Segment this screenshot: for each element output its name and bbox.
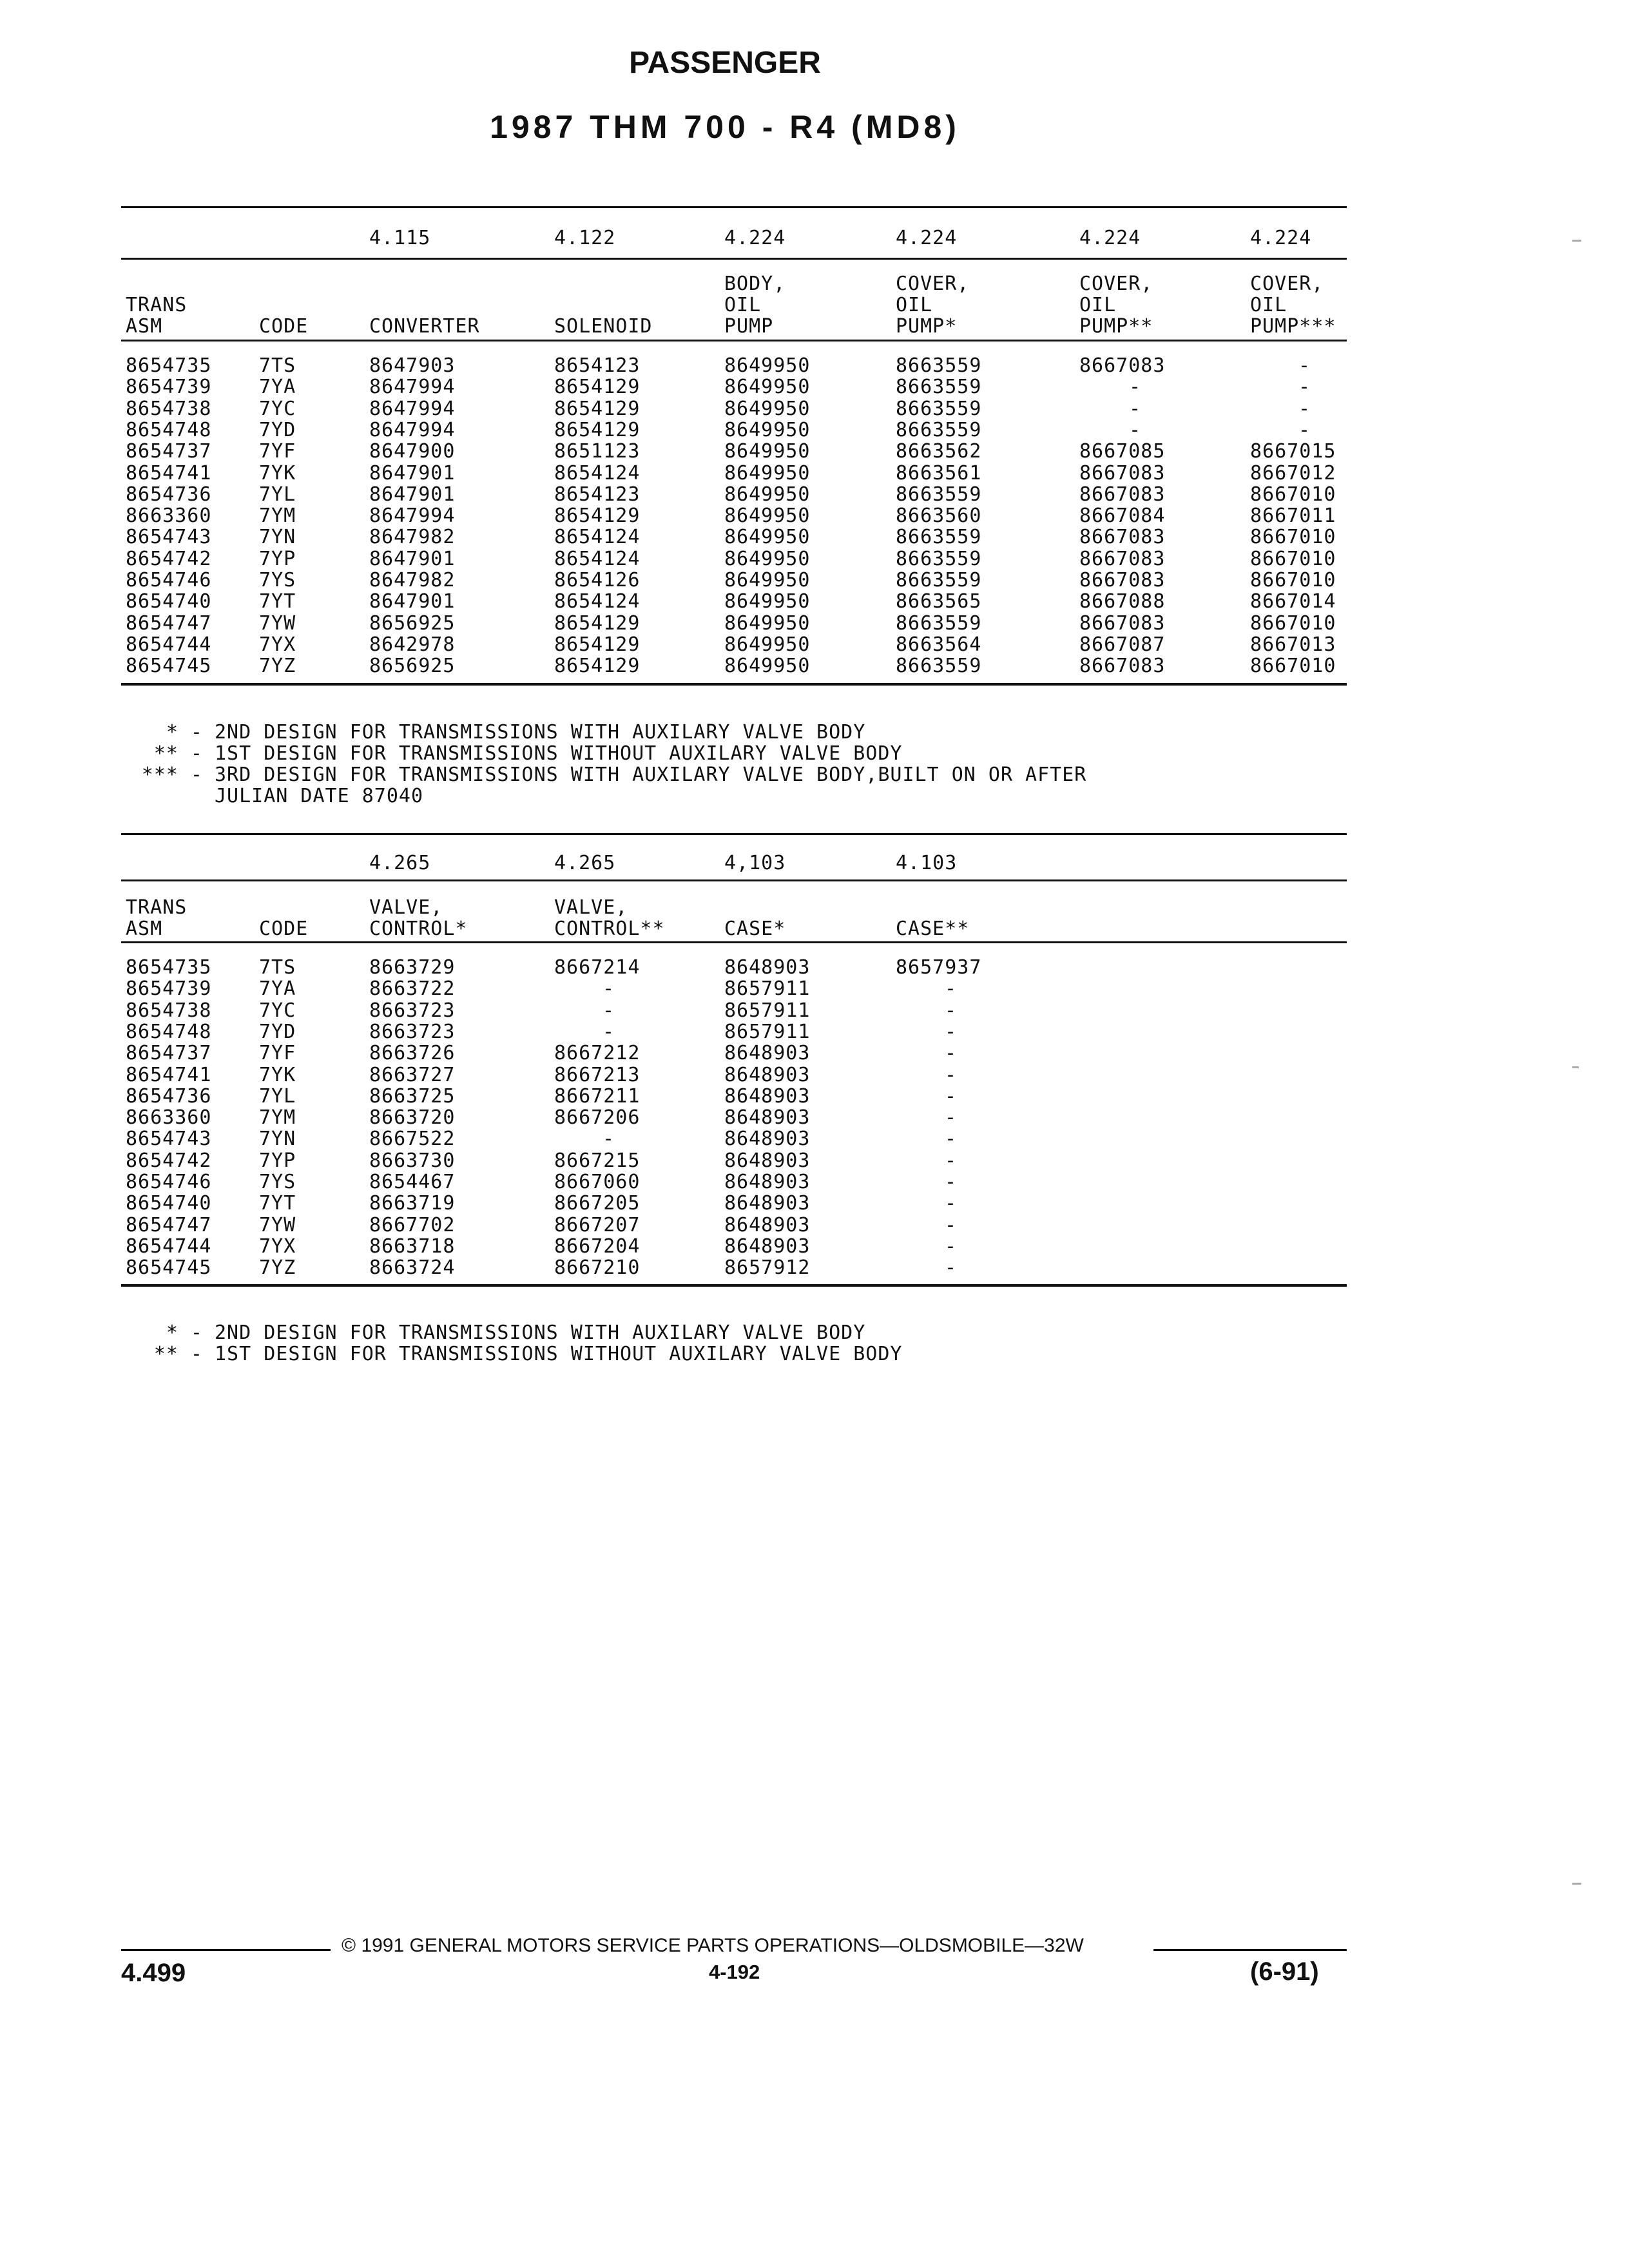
table-cell: 8663560 [896,505,982,528]
column-header-line: BODY, [724,273,786,295]
table-cell: 8667083 [1079,354,1166,377]
table-cell: 8663559 [896,611,982,635]
table-cell: 8648903 [724,1084,811,1108]
column-header-line: COVER, [1079,273,1153,295]
table-cell: 7YC [259,999,296,1022]
footnote-text: JULIAN DATE 87040 [215,785,424,807]
table-cell: 8663727 [369,1063,456,1086]
table-cell: 8657911 [724,977,811,1001]
table-cell: 7YS [259,569,296,591]
table-cell: 8647982 [369,569,456,591]
table-cell: - [602,977,615,1001]
table-cell: 8667207 [554,1213,641,1236]
table-cell: 8654124 [554,590,641,613]
table-cell: 8647994 [369,397,456,420]
table-cell: 8654742 [126,547,212,570]
section-reference: 4.122 [554,227,616,249]
table-cell: 8663360 [126,505,212,528]
table-cell: 8663730 [369,1149,456,1172]
table-cell: 8654743 [126,1128,212,1151]
table-cell: 8667206 [554,1106,641,1129]
column-header [554,316,653,337]
footer-date-code: (6-91) [1250,1957,1319,1986]
table-cell: 8647900 [369,440,456,463]
table-cell: 8654739 [126,977,212,1001]
table-cell: 8654742 [126,1149,212,1172]
table-cell: 7YP [259,1149,296,1172]
column-header-line: SOLENOID [554,315,653,338]
table-cell: 8663564 [896,633,982,656]
column-header [369,316,480,337]
table-cell: - [1298,397,1311,420]
table-cell: 8667522 [369,1128,456,1151]
table-cell: 8667010 [1250,483,1336,506]
table-cell: 8649950 [724,633,811,656]
table-cell: 8647903 [369,354,456,377]
table-cell: 8663559 [896,376,982,399]
section-reference: 4.224 [1079,227,1141,249]
table-cell: 8663722 [369,977,456,1001]
table-cell: 8654746 [126,569,212,591]
column-header-line: VALVE, [554,896,628,919]
table-cell: 8663559 [896,526,982,549]
table-cell: 8654736 [126,1084,212,1108]
table-cell: 8654129 [554,633,641,656]
table-cell: - [945,1235,958,1258]
section-reference: 4.224 [896,227,958,249]
table-cell: 8654124 [554,526,641,549]
table-cell: 7YZ [259,1256,296,1280]
table-header-rule [121,340,1347,341]
table-cell: - [945,1192,958,1215]
scan-speck [1572,240,1581,242]
table-cell: 8654743 [126,526,212,549]
footnote-marker: * - [166,1321,203,1344]
table-cell: 7YD [259,1020,296,1043]
table-cell: 8654126 [554,569,641,591]
table-cell: 8649950 [724,505,811,528]
table-cell: 7YA [259,977,296,1001]
column-header-line: CONTROL** [554,918,665,940]
table-cell: 8654124 [554,547,641,570]
footnote-marker: ** - [153,1343,203,1365]
table-cell: 7YN [259,1128,296,1151]
table-cell: 7YW [259,1213,296,1236]
table-cell: 7TS [259,354,296,377]
footnote-text: 2ND DESIGN FOR TRANSMISSIONS WITH AUXILARY VALVE BODY [215,1321,866,1344]
section-reference: 4.103 [896,852,958,874]
table-cell: 8663360 [126,1106,212,1129]
table-cell: - [945,1106,958,1129]
footnote-marker: *** - [141,764,203,786]
table-cell: 8667010 [1250,569,1336,591]
column-header [259,316,308,337]
table-cell: 8654741 [126,1063,212,1086]
section-reference: 4.224 [724,227,786,249]
table-cell: 8663723 [369,999,456,1022]
table-cell: 8667212 [554,1042,641,1065]
table-cell: 8654467 [369,1171,456,1193]
table-cell: 7YW [259,611,296,635]
table-cell: 7YT [259,590,296,613]
footer-page-number: 4-192 [709,1961,760,1983]
table-cell: 8667010 [1250,655,1336,678]
table-cell: - [1129,418,1142,441]
table-cell: 8663726 [369,1042,456,1065]
table-cell: 8654129 [554,611,641,635]
table-cell: 7YK [259,1063,296,1086]
table-bottom-rule [121,683,1347,686]
table-cell: 8667085 [1079,440,1166,463]
column-header-line: PUMP** [1079,315,1153,338]
column-header-line: PUMP* [896,315,958,338]
table-cell: 8663559 [896,569,982,591]
table-cell: 8648903 [724,1149,811,1172]
table-cell: 8649950 [724,418,811,441]
table-cell: 8649950 [724,376,811,399]
scan-speck [1572,1883,1581,1885]
table-cell: 8667083 [1079,526,1166,549]
table-cell: 8654129 [554,376,641,399]
footer-section-number: 4.499 [121,1959,186,1987]
table-cell: 8648903 [724,956,811,979]
table-cell: 8667012 [1250,461,1336,485]
table-header-rule [121,941,1347,943]
table-cell: - [945,1213,958,1236]
table-cell: 8649950 [724,526,811,549]
table-cell: 8667702 [369,1213,456,1236]
table-cell: - [945,1256,958,1280]
table-cell: 8654740 [126,1192,212,1215]
footer-copyright: © 1991 GENERAL MOTORS SERVICE PARTS OPERATIONS—OLDSMOBILE—32W [342,1935,1084,1956]
table-cell: - [945,1042,958,1065]
table-cell: 8647994 [369,505,456,528]
table-cell: 8667214 [554,956,641,979]
table-cell: 7YM [259,1106,296,1129]
table-cell: - [1129,397,1142,420]
table-cell: 8667215 [554,1149,641,1172]
table-cell: 8663718 [369,1235,456,1258]
column-header-line: OIL [1250,294,1287,316]
table-cell: 8657911 [724,1020,811,1043]
table-cell: 8654735 [126,956,212,979]
table-cell: 8667211 [554,1084,641,1108]
table-cell: 8649950 [724,611,811,635]
table-cell: 8649950 [724,354,811,377]
table-cell: - [1129,376,1142,399]
table-cell: 8663723 [369,1020,456,1043]
table-cell: 8654129 [554,655,641,678]
table-cell: 8663559 [896,354,982,377]
column-header-line: OIL [1079,294,1117,316]
table-cell: 7YF [259,440,296,463]
table-cell: 8654737 [126,1042,212,1065]
table-cell: - [945,1084,958,1108]
table-cell: 8657911 [724,999,811,1022]
table-cell: 8654123 [554,483,641,506]
table-cell: 8654739 [126,376,212,399]
table-cell: 8654741 [126,461,212,485]
table-cell: 8654738 [126,999,212,1022]
table-cell: 8667083 [1079,569,1166,591]
table-top-rule [121,833,1347,835]
table-cell: 8654748 [126,1020,212,1043]
table-cell: 7YA [259,376,296,399]
table-cell: 8657912 [724,1256,811,1280]
table-cell: 8663719 [369,1192,456,1215]
page-title: PASSENGER [629,46,821,80]
column-header [724,918,786,939]
column-header-line: CASE* [724,918,786,940]
table-cell: 8654737 [126,440,212,463]
table-cell: 8654129 [554,397,641,420]
table-cell: 8654747 [126,611,212,635]
table-cell: 7YT [259,1192,296,1215]
column-header-line: ASM [126,315,163,338]
table-cell: 8663720 [369,1106,456,1129]
column-header-line: CASE** [896,918,970,940]
table-cell: 8663559 [896,483,982,506]
section-reference: 4.265 [369,852,431,874]
column-header-line: ASM [126,918,163,940]
footer-rule-left [121,1949,331,1951]
table-cell: 8651123 [554,440,641,463]
table-cell: 8648903 [724,1063,811,1086]
table-cell: 8648903 [724,1106,811,1129]
table-cell: 8656925 [369,655,456,678]
column-header-line: CODE [259,918,309,940]
table-cell: 8648903 [724,1235,811,1258]
table-cell: 8663725 [369,1084,456,1108]
table-cell: 8667010 [1250,526,1336,549]
table-cell: 8667014 [1250,590,1336,613]
column-header-line: CONVERTER [369,315,480,338]
section-reference: 4.224 [1250,227,1312,249]
table-cell: 8647994 [369,418,456,441]
column-header [554,897,665,939]
table-cell: 8647901 [369,483,456,506]
table-cell: 8654736 [126,483,212,506]
table-cell: 8654745 [126,655,212,678]
table-cell: 8654746 [126,1171,212,1193]
table-cell: 8654123 [554,354,641,377]
table-cell: 8667210 [554,1256,641,1280]
table-cell: - [945,1063,958,1086]
table-cell: 8667083 [1079,483,1166,506]
table-cell: 8667083 [1079,611,1166,635]
table-cell: 8647982 [369,526,456,549]
table-cell: 7YP [259,547,296,570]
table-cell: 8667088 [1079,590,1166,613]
table-cell: 8654129 [554,505,641,528]
table-cell: 8642978 [369,633,456,656]
table-cell: 8647994 [369,376,456,399]
table-cell: 7YL [259,1084,296,1108]
table-cell: 8667083 [1079,547,1166,570]
table-cell: - [945,1149,958,1172]
table-cell: 8654745 [126,1256,212,1280]
table-cell: - [945,1171,958,1193]
table-cell: 8667015 [1250,440,1336,463]
column-header [259,918,308,939]
table-cell: 8667087 [1079,633,1166,656]
column-header [896,918,969,939]
table-cell: 8647901 [369,461,456,485]
table-cell: 8667204 [554,1235,641,1258]
table-cell: 8663559 [896,655,982,678]
table-cell: 8654738 [126,397,212,420]
column-header-line: PUMP [724,315,774,338]
table-cell: 8654735 [126,354,212,377]
table-cell: - [945,1020,958,1043]
column-header-line: CONTROL* [369,918,468,940]
column-header [126,897,187,939]
table-cell: 7YK [259,461,296,485]
table-cell: 8654744 [126,633,212,656]
table-cell: 8649950 [724,569,811,591]
table-cell: - [1298,376,1311,399]
table-cell: 8667010 [1250,547,1336,570]
footnote-text: 2ND DESIGN FOR TRANSMISSIONS WITH AUXILARY VALVE BODY [215,721,866,744]
table-cell: 8649950 [724,397,811,420]
table-cell: 8648903 [724,1171,811,1193]
table-cell: 8654129 [554,418,641,441]
table-cell: 8667011 [1250,505,1336,528]
table-cell: - [1298,354,1311,377]
table-cell: 8654124 [554,461,641,485]
footnote-text: 1ST DESIGN FOR TRANSMISSIONS WITHOUT AUXILARY VALVE BODY [215,742,903,765]
table-cell: 8667083 [1079,655,1166,678]
table-reference-rule [121,879,1347,881]
table-cell: - [602,1128,615,1151]
table-cell: - [945,977,958,1001]
column-header [1250,273,1336,337]
table-cell: 7YD [259,418,296,441]
table-cell: 8663562 [896,440,982,463]
table-cell: 8649950 [724,461,811,485]
table-cell: 8649950 [724,440,811,463]
column-header-line: COVER, [1250,273,1324,295]
column-header-line: VALVE, [369,896,443,919]
column-header-line: TRANS [126,294,188,316]
table-cell: 8667084 [1079,505,1166,528]
table-cell: 7YL [259,483,296,506]
table-cell: 8647901 [369,590,456,613]
table-cell: 7YS [259,1171,296,1193]
footnote-text: 3RD DESIGN FOR TRANSMISSIONS WITH AUXILARY VALVE BODY,BUILT ON OR AFTER [215,764,1087,786]
section-reference: 4.265 [554,852,616,874]
table-cell: 8654748 [126,418,212,441]
table-cell: 7TS [259,956,296,979]
footnote-text: 1ST DESIGN FOR TRANSMISSIONS WITHOUT AUXILARY VALVE BODY [215,1343,903,1365]
column-header-line: OIL [724,294,762,316]
table-cell: 8654747 [126,1213,212,1236]
column-header [1079,273,1153,337]
table-cell: - [945,999,958,1022]
table-cell: 7YC [259,397,296,420]
section-reference: 4.115 [369,227,431,249]
table-cell: 8648903 [724,1042,811,1065]
table-cell: 8648903 [724,1213,811,1236]
column-header-line: COVER, [896,273,970,295]
table-cell: 7YN [259,526,296,549]
table-cell: 8648903 [724,1128,811,1151]
table-cell: 8663561 [896,461,982,485]
column-header [896,273,969,337]
section-reference: 4,103 [724,852,786,874]
scan-speck [1572,1066,1579,1068]
footnote-marker: * - [166,721,203,744]
table-cell: 8663559 [896,547,982,570]
table-cell: 7YX [259,633,296,656]
table-cell: 8663559 [896,397,982,420]
column-header-line: CODE [259,315,309,338]
table-cell: 8649950 [724,590,811,613]
table-cell: 8667010 [1250,611,1336,635]
column-header [724,273,786,337]
table-cell: - [945,1128,958,1151]
table-cell: 8656925 [369,611,456,635]
column-header-line: TRANS [126,896,188,919]
table-cell: 8667213 [554,1063,641,1086]
page-subtitle: 1987 THM 700 - R4 (MD8) [490,109,960,145]
table-cell: 8648903 [724,1192,811,1215]
table-cell: 7YX [259,1235,296,1258]
table-cell: 8663724 [369,1256,456,1280]
table-cell: 8663565 [896,590,982,613]
table-cell: 8649950 [724,547,811,570]
column-header-line: OIL [896,294,933,316]
table-cell: 8667205 [554,1192,641,1215]
table-cell: 8663559 [896,418,982,441]
table-cell: 7YZ [259,655,296,678]
table-cell: 8667083 [1079,461,1166,485]
table-reference-rule [121,258,1347,260]
table-cell: 8647901 [369,547,456,570]
table-bottom-rule [121,1284,1347,1287]
table-cell: 8663729 [369,956,456,979]
table-cell: - [602,999,615,1022]
column-header [369,897,468,939]
table-cell: 8667060 [554,1171,641,1193]
table-cell: - [1298,418,1311,441]
table-cell: 8654744 [126,1235,212,1258]
table-cell: 8649950 [724,655,811,678]
footnote-marker: ** - [153,742,203,765]
column-header [126,294,187,337]
table-cell: 7YM [259,505,296,528]
table-cell: 8657937 [896,956,982,979]
table-cell: 8654740 [126,590,212,613]
table-cell: 8667013 [1250,633,1336,656]
footer-rule-right [1153,1949,1347,1951]
table-cell: 7YF [259,1042,296,1065]
table-cell: 8649950 [724,483,811,506]
table-cell: - [602,1020,615,1043]
table-top-rule [121,206,1347,208]
column-header-line: PUMP*** [1250,315,1336,338]
